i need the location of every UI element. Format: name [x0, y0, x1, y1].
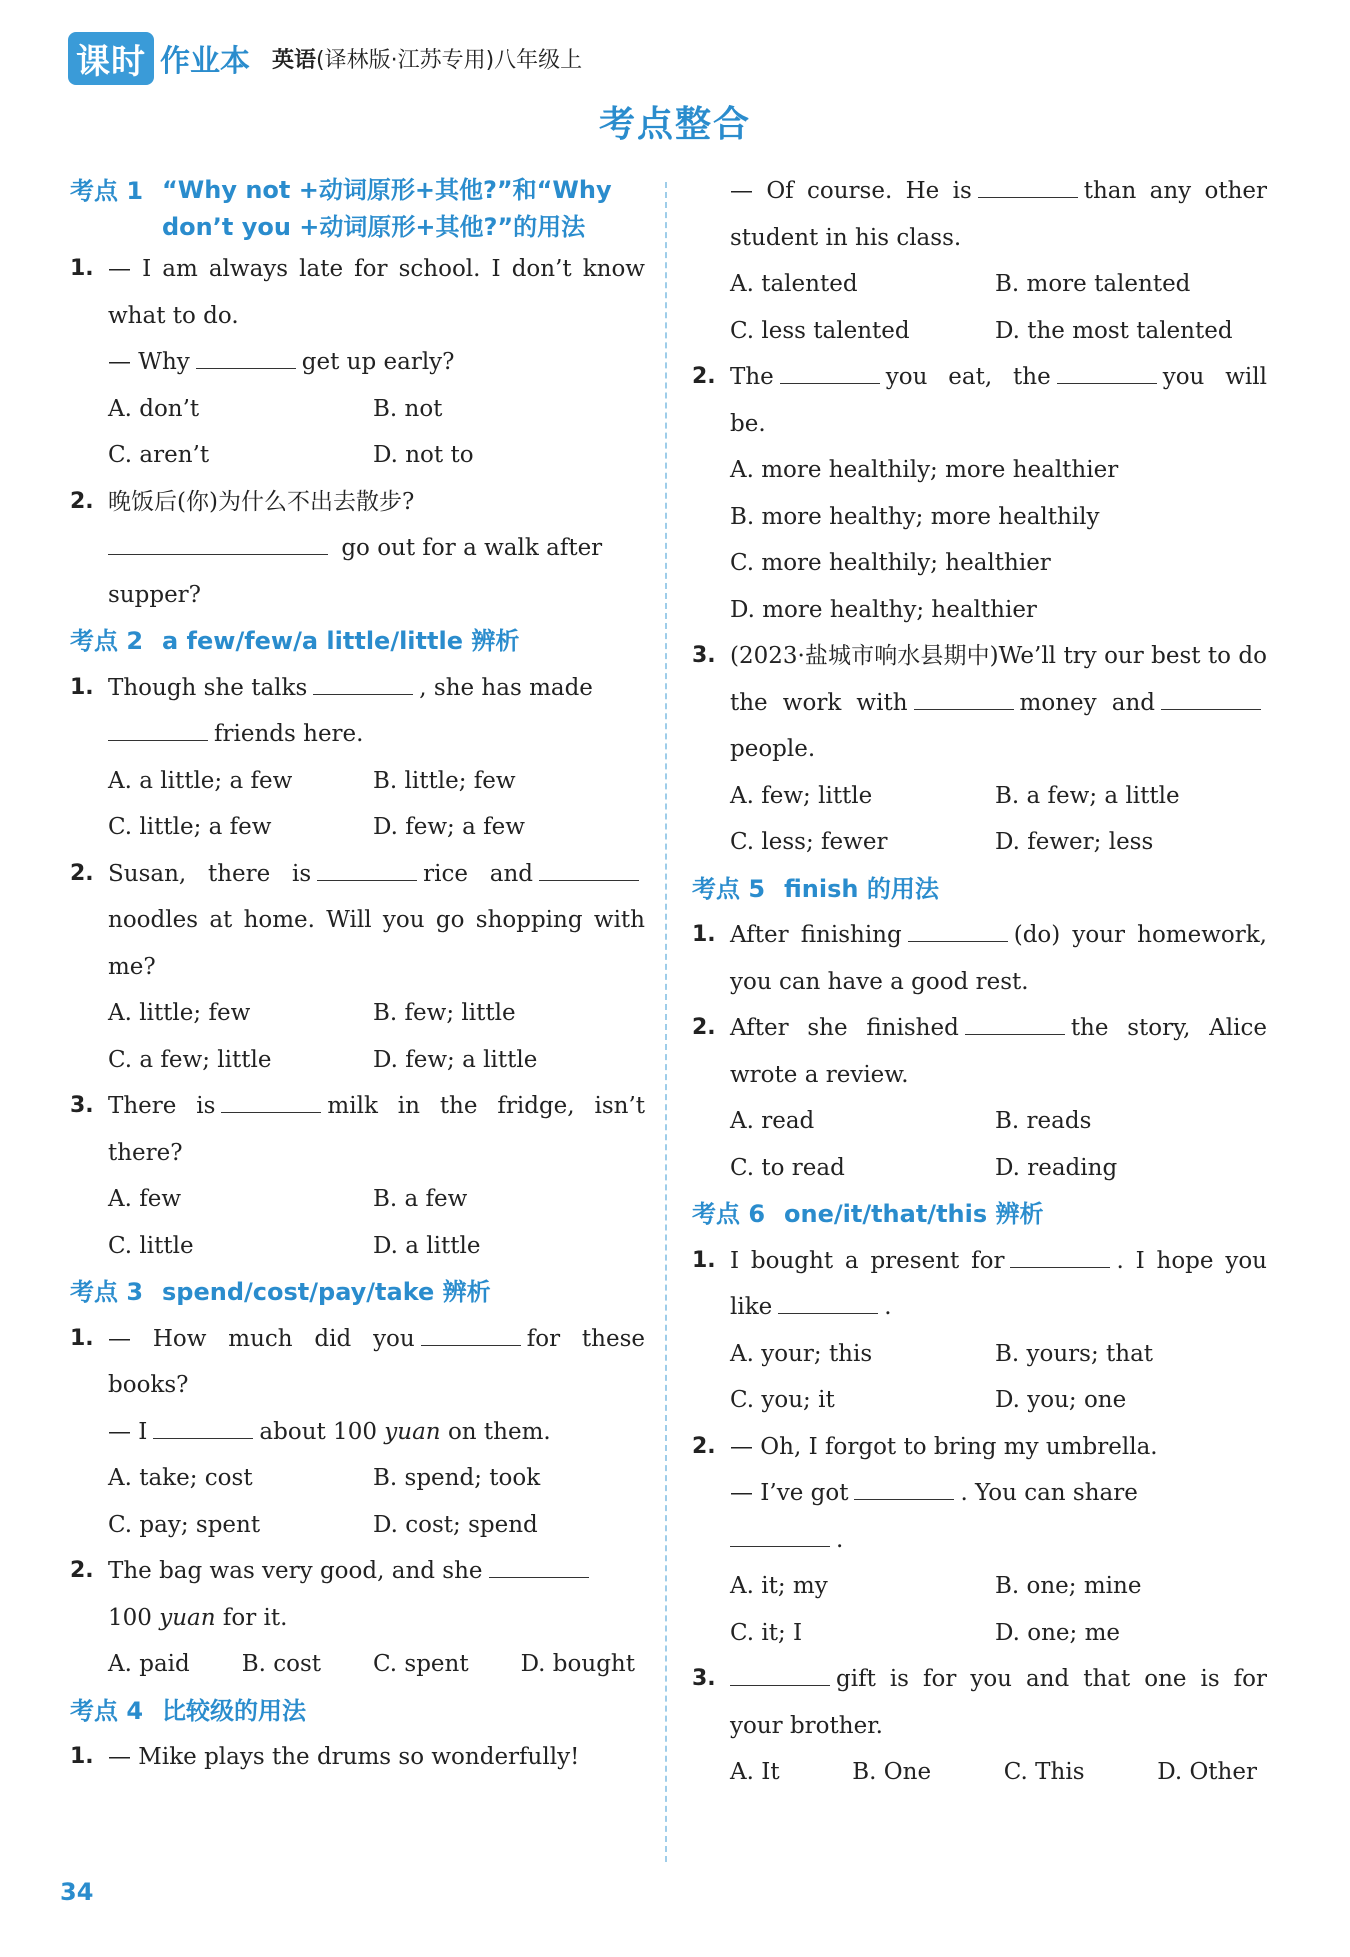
- question-2-3: [70, 1083, 645, 1176]
- text: go out for a walk after supper?: [108, 535, 603, 608]
- option-a[interactable]: A. few; little: [730, 782, 873, 809]
- option-a[interactable]: A. few: [108, 1186, 182, 1212]
- option-a[interactable]: A. It: [730, 1759, 780, 1785]
- question-3-1: [70, 1316, 645, 1409]
- option-a[interactable]: A. more healthily; more healthier: [730, 457, 1119, 483]
- question-text: [730, 633, 1267, 773]
- options: [692, 1610, 1267, 1657]
- page-title: 考点整合: [598, 104, 751, 145]
- option-d[interactable]: D. bought: [520, 1651, 635, 1677]
- question-3-2: [70, 1548, 645, 1641]
- question-number: 3.: [692, 643, 716, 668]
- question-number: 1.: [692, 922, 716, 947]
- option-c[interactable]: C. little: [108, 1232, 194, 1259]
- options: [692, 308, 1267, 355]
- answer-blank[interactable]: [1161, 683, 1261, 710]
- option-b[interactable]: B. yours; that: [995, 1340, 1154, 1367]
- option-c[interactable]: C. you; it: [730, 1387, 835, 1413]
- option-b[interactable]: B. cost: [241, 1651, 322, 1677]
- options: [692, 1563, 1267, 1610]
- section-title: “Why not +动词原形+其他?”和“Why don’t you +动词原形+其他?”的用法: [162, 176, 612, 241]
- option-c[interactable]: C. This: [1003, 1759, 1085, 1785]
- option-a[interactable]: A. your; this: [730, 1340, 873, 1367]
- option-b[interactable]: B. One: [852, 1759, 932, 1785]
- question-number: 1.: [70, 256, 94, 281]
- question-number: 2.: [692, 1433, 716, 1459]
- question-4-1: [70, 1734, 645, 1781]
- answer-blank[interactable]: [965, 1008, 1065, 1035]
- option-a[interactable]: A. take; cost: [108, 1465, 253, 1491]
- text: , she has made: [419, 674, 593, 701]
- answer-blank[interactable]: [539, 854, 639, 881]
- options: [692, 1331, 1267, 1378]
- answer-blank[interactable]: [1010, 1241, 1110, 1268]
- question-text: [108, 665, 645, 758]
- text: on them.: [447, 1418, 551, 1445]
- section-number: 考点 3: [70, 1278, 144, 1306]
- question-text: [108, 1316, 645, 1409]
- text: — I’ve got: [730, 1480, 849, 1506]
- answer-blank[interactable]: [421, 1319, 521, 1346]
- option-a[interactable]: A. it; my: [730, 1573, 828, 1599]
- question-1-1: [70, 246, 645, 339]
- text: than any other student in his class.: [730, 178, 1268, 251]
- question-number: 2.: [70, 1558, 94, 1583]
- section-number: 考点 1: [70, 177, 144, 205]
- question-6-1: [692, 1238, 1267, 1331]
- question-text: [730, 912, 1267, 1005]
- option-a[interactable]: A. read: [730, 1108, 815, 1134]
- option-b[interactable]: B. not: [373, 395, 443, 422]
- option-a[interactable]: A. paid: [108, 1651, 190, 1677]
- option-c[interactable]: C. less; fewer: [730, 829, 888, 855]
- section-title: one/it/that/this 辨析: [784, 1200, 1044, 1228]
- options: [70, 386, 645, 433]
- text: . You can share: [960, 1480, 1138, 1506]
- options: [692, 261, 1267, 308]
- question-number: 1.: [70, 1744, 94, 1769]
- question-line: [692, 1470, 1267, 1563]
- text: — How much did you: [108, 1325, 415, 1352]
- section-number: 考点 4: [70, 1696, 144, 1725]
- left-column: [70, 168, 645, 1781]
- option-d[interactable]: D. fewer; less: [995, 829, 1154, 855]
- section-title: 比较级的用法: [162, 1696, 306, 1725]
- text: . I hope you like: [730, 1247, 1267, 1320]
- section-heading-4: [70, 1688, 645, 1735]
- question-text: — Oh, I forgot to bring my umbrella.: [730, 1433, 1158, 1460]
- option-c[interactable]: C. spent: [373, 1651, 469, 1677]
- text: After finishing: [730, 922, 902, 948]
- question-text: — Mike plays the drums so wonderfully!: [108, 1744, 580, 1770]
- text: — I: [108, 1418, 148, 1445]
- section-title: finish 的用法: [784, 874, 939, 903]
- option-c[interactable]: C. pay; spent: [108, 1511, 261, 1538]
- options: [70, 1037, 645, 1084]
- subject-label: [272, 43, 582, 74]
- question-1-2: [70, 479, 645, 526]
- option-b[interactable]: B. one; mine: [995, 1573, 1142, 1599]
- option-d[interactable]: D. few; a little: [373, 1046, 538, 1073]
- question-text: 晚饭后(你)为什么不出去散步?: [108, 488, 415, 515]
- question-text: [108, 851, 645, 991]
- option-a[interactable]: A. little; few: [108, 1000, 251, 1026]
- options: [692, 1098, 1267, 1145]
- text: (do) your homework, you can have a good rest.: [730, 922, 1267, 995]
- options: [70, 990, 645, 1037]
- option-b[interactable]: B. little; few: [373, 767, 516, 794]
- text: money and: [1019, 689, 1155, 716]
- page-number: 34: [60, 1878, 94, 1906]
- option-c[interactable]: C. little; a few: [108, 814, 272, 840]
- text: for these books?: [108, 1325, 646, 1398]
- options: [70, 1502, 645, 1549]
- answer-blank[interactable]: [978, 171, 1078, 198]
- question-number: 3.: [70, 1093, 94, 1118]
- option-c[interactable]: C. less talented: [730, 317, 910, 344]
- text: The: [730, 364, 774, 390]
- option-a[interactable]: A. talented: [730, 271, 858, 297]
- option-c[interactable]: C. more healthily; healthier: [730, 550, 1051, 576]
- answer-blank[interactable]: [489, 1551, 589, 1578]
- question-line: [692, 168, 1267, 261]
- text: .: [884, 1294, 892, 1320]
- question-text: [730, 1656, 1267, 1749]
- subject-detail: (译林版·江苏专用)八年级上: [316, 47, 583, 73]
- answer-blank[interactable]: [1057, 357, 1157, 384]
- answer-blank[interactable]: [730, 1659, 830, 1686]
- question-line: [70, 1409, 645, 1456]
- option-b[interactable]: B. spend; took: [373, 1465, 541, 1491]
- text: There is: [108, 1093, 216, 1119]
- question-4-2: [692, 354, 1267, 447]
- text: 100: [108, 1604, 152, 1631]
- options: [70, 804, 645, 851]
- subject-bold: 英语: [272, 47, 317, 73]
- right-column: [692, 168, 1267, 1796]
- text: After she finished: [730, 1015, 959, 1041]
- option-d[interactable]: D. Other: [1157, 1759, 1257, 1785]
- answer-blank[interactable]: [778, 1287, 878, 1314]
- text: yuan: [384, 1418, 441, 1445]
- question-text: [108, 1083, 645, 1176]
- text: The bag was very good, and she: [108, 1558, 483, 1584]
- section-heading-6: [692, 1191, 1267, 1238]
- question-number: 2.: [70, 488, 94, 514]
- text: the story, Alice wrote a review.: [730, 1015, 1267, 1088]
- answer-blank[interactable]: [313, 668, 413, 695]
- option-b[interactable]: B. more talented: [995, 271, 1191, 297]
- question-number: 3.: [692, 1666, 716, 1691]
- section-heading-3: [70, 1269, 645, 1316]
- answer-blank[interactable]: [730, 1520, 830, 1547]
- answer-blank[interactable]: [317, 854, 417, 881]
- text: gift is for you and that one is for your brother.: [730, 1666, 1267, 1739]
- question-number: 1.: [70, 1325, 94, 1351]
- section-heading-5: [692, 866, 1267, 913]
- options: [692, 1377, 1267, 1424]
- question-6-3: [692, 1656, 1267, 1749]
- option-c[interactable]: C. to read: [730, 1154, 845, 1181]
- question-text: [730, 354, 1267, 447]
- answer-blank[interactable]: [908, 915, 1008, 942]
- section-number: 考点 5: [692, 874, 766, 903]
- question-line: [70, 525, 645, 618]
- option-b[interactable]: B. a few; a little: [995, 782, 1180, 809]
- options: [70, 1455, 645, 1502]
- text: rice and: [423, 860, 534, 887]
- option-b[interactable]: B. more healthy; more healthily: [730, 503, 1100, 530]
- text: yuan: [159, 1604, 216, 1631]
- question-text: [730, 1005, 1267, 1098]
- brand-logo: 课时: [68, 32, 154, 85]
- options: [70, 1223, 645, 1270]
- option-b[interactable]: B. a few: [373, 1186, 468, 1212]
- question-4-3: [692, 633, 1267, 773]
- answer-blank[interactable]: [780, 357, 880, 384]
- text: friends here.: [214, 721, 364, 747]
- question-text: [108, 1548, 645, 1641]
- option-a[interactable]: A. a little; a few: [108, 767, 293, 794]
- options: [70, 432, 645, 479]
- question-5-1: [692, 912, 1267, 1005]
- question-number: 1.: [70, 674, 94, 700]
- text: I bought a present for: [730, 1247, 1005, 1274]
- text: for it.: [222, 1604, 288, 1631]
- option-b[interactable]: B. few; little: [373, 1000, 516, 1026]
- text: Though she talks: [108, 674, 308, 701]
- section-title: a few/few/a little/little 辨析: [162, 627, 520, 655]
- answer-blank[interactable]: [108, 528, 328, 555]
- text: Susan, there is: [108, 860, 312, 887]
- text: noodles at home. Will you go shopping with me?: [108, 907, 645, 980]
- options: [692, 1145, 1267, 1192]
- text: .: [836, 1526, 844, 1553]
- question-number: 2.: [692, 364, 716, 389]
- question-number: 2.: [692, 1015, 716, 1040]
- section-heading-2: [70, 618, 645, 665]
- option-c[interactable]: C. it; I: [730, 1619, 803, 1646]
- options: [70, 758, 645, 805]
- options: [70, 1176, 645, 1223]
- option-a[interactable]: A. don’t: [108, 395, 200, 422]
- option-d[interactable]: D. reading: [995, 1154, 1118, 1181]
- question-6-2: [692, 1424, 1267, 1471]
- question-line: [70, 339, 645, 386]
- text: — Of course. He is: [730, 178, 972, 204]
- option-c[interactable]: C. a few; little: [108, 1046, 272, 1073]
- answer-blank[interactable]: [914, 683, 1014, 710]
- option-d[interactable]: D. a little: [373, 1232, 481, 1259]
- option-d[interactable]: D. the most talented: [995, 317, 1233, 344]
- page-header: [68, 30, 582, 86]
- answer-blank[interactable]: [221, 1086, 321, 1113]
- answer-blank[interactable]: [153, 1412, 253, 1439]
- question-5-2: [692, 1005, 1267, 1098]
- answer-blank[interactable]: [108, 714, 208, 741]
- text: — Why: [108, 349, 190, 375]
- question-number: 1.: [692, 1247, 716, 1273]
- question-text: — I am always late for school. I don’t know what to do.: [108, 256, 645, 329]
- text: about 100: [259, 1418, 377, 1445]
- section-number: 考点 2: [70, 627, 144, 655]
- column-divider: [665, 182, 667, 1862]
- option-c[interactable]: C. aren’t: [108, 442, 210, 468]
- option-d[interactable]: D. you; one: [995, 1387, 1127, 1413]
- options: [70, 1641, 645, 1688]
- option-d[interactable]: D. not to: [373, 442, 474, 468]
- option-d[interactable]: D. more healthy; healthier: [730, 596, 1037, 623]
- option-d[interactable]: D. few; a few: [373, 814, 525, 840]
- option-d[interactable]: D. cost; spend: [373, 1511, 538, 1538]
- answer-blank[interactable]: [196, 342, 296, 369]
- text: you will be.: [730, 364, 1267, 437]
- option-d[interactable]: D. one; me: [995, 1619, 1120, 1646]
- text: people.: [730, 736, 816, 762]
- options: [692, 773, 1267, 820]
- text: you eat, the: [885, 364, 1051, 390]
- text: (2023·盐城市响水县期中)We’ll try our best to do the work with: [730, 643, 1267, 716]
- question-text: [730, 1238, 1267, 1331]
- section-title: spend/cost/pay/take 辨析: [162, 1278, 491, 1306]
- section-heading-1: [70, 168, 645, 246]
- text: milk in the fridge, isn’t there?: [108, 1093, 646, 1166]
- question-2-2: [70, 851, 645, 991]
- section-number: 考点 6: [692, 1200, 766, 1228]
- brand-name: 作业本: [160, 44, 250, 79]
- options: [692, 1749, 1267, 1796]
- question-2-1: [70, 665, 645, 758]
- text: get up early?: [301, 349, 455, 375]
- question-number: 2.: [70, 860, 94, 886]
- option-b[interactable]: B. reads: [995, 1108, 1092, 1134]
- options: [692, 819, 1267, 866]
- answer-blank[interactable]: [854, 1473, 954, 1500]
